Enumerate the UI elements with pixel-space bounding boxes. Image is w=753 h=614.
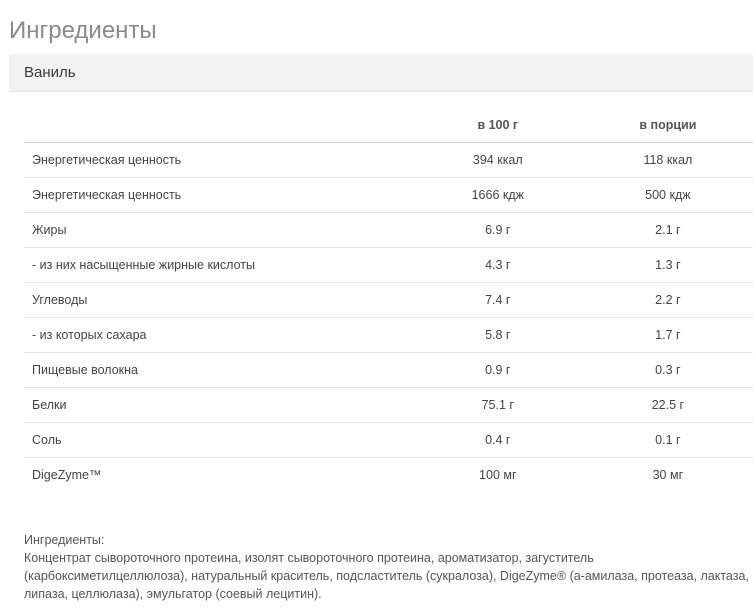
nutrition-table	[24, 107, 753, 492]
flavor-name: Ваниль	[24, 64, 76, 81]
nutrient-name: Соль	[24, 423, 413, 458]
nutrient-name: DigeZyme™	[32, 468, 102, 482]
value-per-100g: 0.9 г	[413, 353, 583, 388]
value-per-100g: 1666 кдж	[413, 178, 583, 213]
table-row	[24, 458, 753, 493]
table-row	[24, 248, 753, 283]
table-row	[24, 143, 753, 178]
table-row	[24, 353, 753, 388]
value-per-serving: 2.2 г	[583, 283, 753, 318]
table-row	[24, 423, 753, 458]
flavor-header[interactable]	[9, 54, 753, 92]
value-per-serving: 500 кдж	[583, 178, 753, 213]
value-per-serving: 1.3 г	[583, 248, 753, 283]
value-per-serving: 30 мг	[652, 468, 684, 482]
value-per-100g: 5.8 г	[413, 318, 583, 353]
value-per-100g: 0.4 г	[413, 423, 583, 458]
nutrient-name: - из них насыщенные жирные кислоты	[24, 248, 413, 283]
value-per-100g: 394 ккал	[413, 143, 583, 178]
ingredients-label: Ингредиенты:	[24, 533, 105, 547]
value-per-100g: 100 мг	[479, 468, 517, 482]
value-per-serving: 22.5 г	[583, 388, 753, 423]
nutrient-name: Энергетическая ценность	[24, 143, 413, 178]
table-row	[24, 283, 753, 318]
page-title: Ингредиенты	[9, 17, 157, 44]
value-per-serving: 0.3 г	[583, 353, 753, 388]
ingredients-text: Концентрат сывороточного протеина, изолят сывороточного протеина, ароматизатор, загуститель (карбоксиметилцеллюлоза), натуральный краситель, подсластитель (сукралоза), DigeZyme® (а-амилаза, протеаза, лактаза, липаза, целлюлаза), эмульгатор (соевый лецитин).	[24, 551, 749, 601]
value-per-100g: 6.9 г	[413, 213, 583, 248]
table-header-row	[24, 107, 753, 143]
nutrient-name: Белки	[24, 388, 413, 423]
nutrient-name: Углеводы	[24, 283, 413, 318]
column-header-per-serving: в порции	[583, 107, 753, 143]
table-row	[24, 178, 753, 213]
nutrient-name: Энергетическая ценность	[24, 178, 413, 213]
value-per-serving: 1.7 г	[583, 318, 753, 353]
value-per-100g: 4.3 г	[413, 248, 583, 283]
value-per-serving: 118 ккал	[583, 143, 753, 178]
ingredients-section	[24, 531, 753, 603]
value-per-100g: 7.4 г	[413, 283, 583, 318]
nutrient-name: Жиры	[24, 213, 413, 248]
table-row	[24, 213, 753, 248]
value-per-serving: 0.1 г	[583, 423, 753, 458]
value-per-serving: 2.1 г	[583, 213, 753, 248]
nutrient-name: - из которых сахара	[24, 318, 413, 353]
value-per-100g: 75.1 г	[413, 388, 583, 423]
column-header-name	[24, 107, 413, 143]
table-row	[24, 318, 753, 353]
table-row	[24, 388, 753, 423]
nutrient-name: Пищевые волокна	[24, 353, 413, 388]
column-header-per-100g: в 100 г	[413, 107, 583, 143]
